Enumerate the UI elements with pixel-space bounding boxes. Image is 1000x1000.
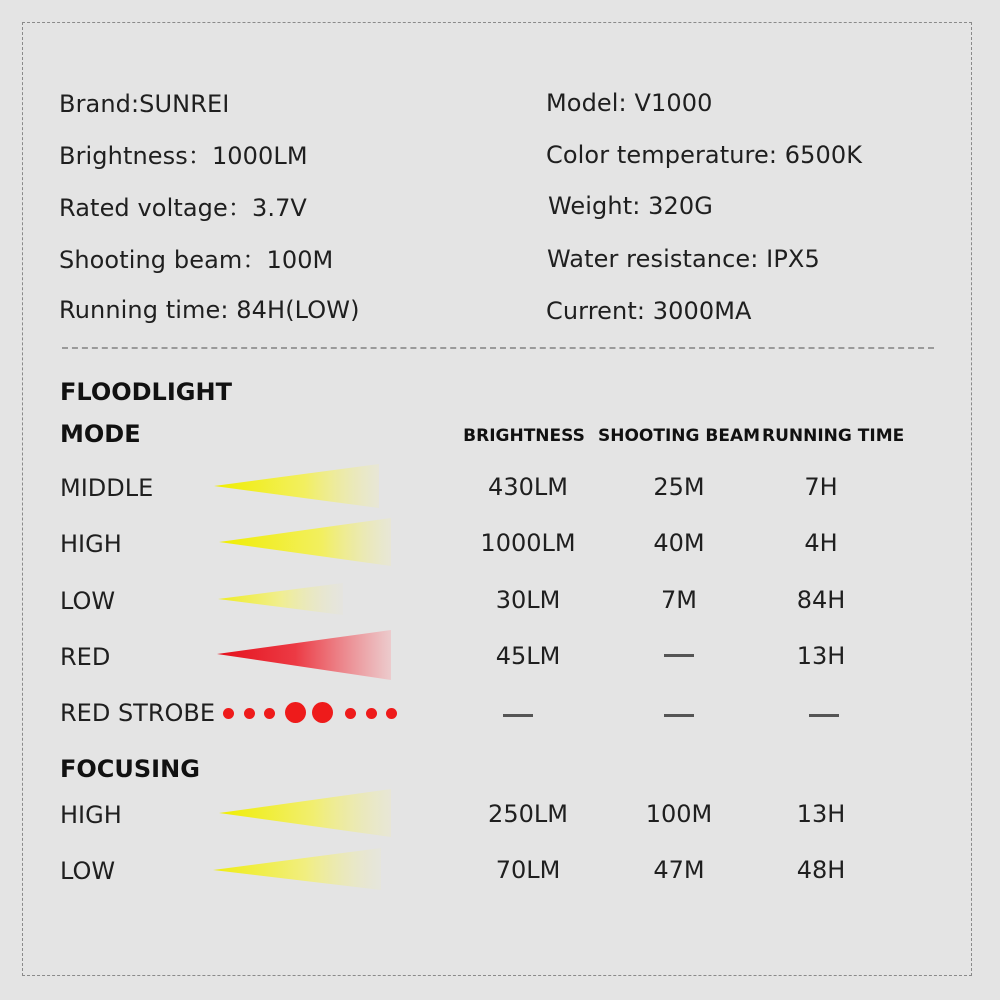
strobe-beam-dash xyxy=(664,714,694,717)
spec-rated-voltage: Rated voltage：3.7V xyxy=(59,194,307,222)
beam-focusing-high-icon xyxy=(219,787,395,839)
strobe-time-dash xyxy=(809,714,839,717)
focusing-low-time: 48H xyxy=(796,856,846,884)
floodlight-heading: FLOODLIGHT xyxy=(60,378,232,406)
middle-time: 7H xyxy=(804,473,838,501)
focusing-high-beam: 100M xyxy=(645,800,713,828)
spec-current: Current: 3000MA xyxy=(546,297,752,325)
mode-label-middle: MIDDLE xyxy=(60,474,154,502)
column-header-brightness: BRIGHTNESS xyxy=(463,426,585,446)
spec-weight: Weight: 320G xyxy=(548,192,713,220)
beam-middle-icon xyxy=(214,462,384,510)
spec-brightness: Brightness：1000LM xyxy=(59,142,308,170)
beam-red-icon xyxy=(217,628,395,682)
mode-heading: MODE xyxy=(60,420,141,448)
strobe-dot xyxy=(345,708,356,719)
low-beam: 7M xyxy=(661,586,697,614)
column-header-running-time: RUNNING TIME xyxy=(762,426,905,446)
middle-brightness: 430LM xyxy=(488,473,568,501)
beam-low-icon xyxy=(218,581,348,617)
strobe-dot xyxy=(244,708,255,719)
spec-running-time: Running time: 84H(LOW) xyxy=(59,296,360,324)
spec-brand: Brand:SUNREI xyxy=(59,90,230,118)
strobe-dot xyxy=(223,708,234,719)
focusing-heading: FOCUSING xyxy=(60,755,200,783)
middle-beam: 25M xyxy=(653,473,705,501)
high-brightness: 1000LM xyxy=(480,529,576,557)
red-beam-dash xyxy=(664,654,694,657)
spec-water-resistance: Water resistance: IPX5 xyxy=(547,245,820,273)
red-brightness: 45LM xyxy=(495,642,561,670)
beam-focusing-low-icon xyxy=(213,846,385,892)
focusing-label-low: LOW xyxy=(60,857,116,885)
high-time: 4H xyxy=(804,529,838,557)
strobe-dot xyxy=(386,708,397,719)
strobe-dot xyxy=(366,708,377,719)
spec-model: Model: V1000 xyxy=(546,89,713,117)
strobe-dot xyxy=(312,702,333,723)
beam-high-icon xyxy=(219,516,395,568)
spec-shooting-beam: Shooting beam：100M xyxy=(59,246,334,274)
low-time: 84H xyxy=(796,586,846,614)
high-beam: 40M xyxy=(653,529,705,557)
strobe-dot xyxy=(285,702,306,723)
strobe-brightness-dash xyxy=(503,714,533,717)
focusing-low-beam: 47M xyxy=(653,856,705,884)
mode-label-red-strobe: RED STROBE xyxy=(60,699,216,727)
strobe-dot xyxy=(264,708,275,719)
low-brightness: 30LM xyxy=(495,586,561,614)
red-time: 13H xyxy=(796,642,846,670)
focusing-high-brightness: 250LM xyxy=(488,800,568,828)
focusing-low-brightness: 70LM xyxy=(495,856,561,884)
section-divider xyxy=(62,347,934,349)
mode-label-low: LOW xyxy=(60,587,116,615)
mode-label-red: RED xyxy=(60,643,111,671)
column-header-shooting-beam: SHOOTING BEAM xyxy=(598,426,761,446)
spec-color-temperature: Color temperature: 6500K xyxy=(546,141,863,169)
focusing-label-high: HIGH xyxy=(60,801,122,829)
mode-label-high: HIGH xyxy=(60,530,122,558)
focusing-high-time: 13H xyxy=(796,800,846,828)
